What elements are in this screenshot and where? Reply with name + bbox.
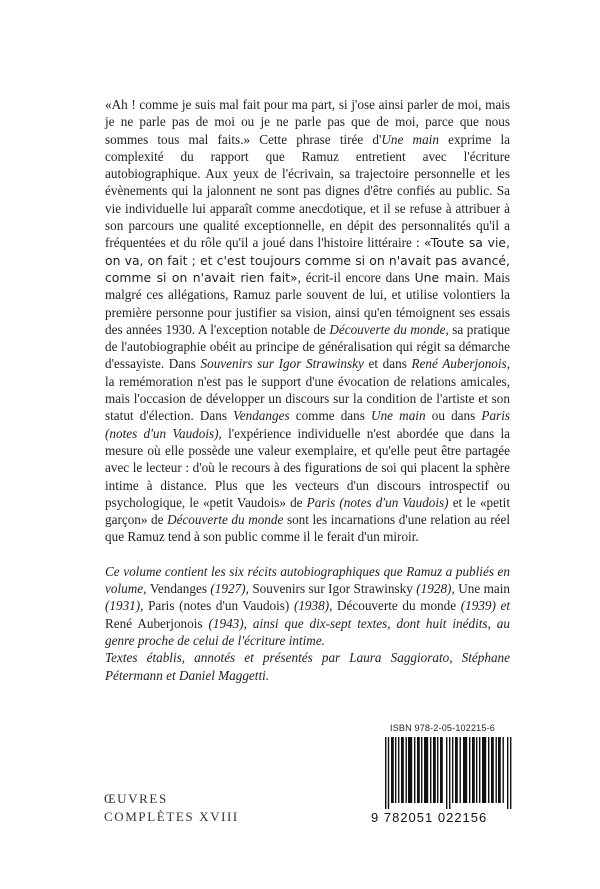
text-run: et dans xyxy=(363,356,412,372)
book-title: Souvenirs sur Igor Strawinsky xyxy=(252,581,413,597)
paragraph-gap xyxy=(105,546,510,563)
text-run: et le «petit garçon» de xyxy=(105,494,510,528)
series-title-line1: ŒUVRES xyxy=(104,791,168,806)
text-run: comme dans xyxy=(289,408,372,424)
book-title: Une main xyxy=(458,581,510,597)
book-title: René Auberjonois xyxy=(411,356,507,372)
book-title: Découverte du monde xyxy=(167,512,284,528)
text-run: (1938), xyxy=(293,598,338,614)
text-run: exprime la complexité du rapport que Ramuz entretient avec l'écriture autobiographique. Aux yeux de l'écrivain, sa trajectoire personnelle et les évènements qui la jalonnent ne sont pas dignes d'être confiés au public. Sa vie individuelle lui apparaît comme anecdotique, et il se refuse à attribuer à son parcours une qualité exceptionnelle, en dépit des personnalités qu'il a fréquentées et du rôle qu'il a joué dans l'histoire littéraire : xyxy=(105,131,510,251)
book-title: Découverte du monde xyxy=(329,321,446,337)
isbn-label: ISBN 978-2-05-102215-6 xyxy=(390,723,495,733)
book-title: Découverte du monde xyxy=(337,598,457,614)
text-run: . Mais malgré ces allégations, Ramuz parle souvent de lui, et utilise volontiers la première personne pour justifier sa vision, ainsi qu'en témoignent ses essais des années 1930. A l'exception notable de xyxy=(105,269,511,337)
book-title: Paris (notes d'un Vaudois) xyxy=(306,494,449,510)
text-run: , écrit-il encore dans xyxy=(297,269,415,285)
book-title: Vendanges xyxy=(149,581,207,597)
book-title: Une main xyxy=(381,131,439,147)
text-run: , l'expérience individuelle n'est abordée que dans la mesure où elle possède une valeur exemplaire, et qu'elle peut être partagée avec le lecteur : d'où le recours à des figurations de soi qui placent la sphère intime à distance. Plus que les vecteurs d'un discours introspectif ou psychologique, le «petit Vaudois» de xyxy=(105,425,510,510)
book-title: Paris xyxy=(148,598,175,614)
text-run: (1927), xyxy=(206,581,253,597)
text-run: , sa pratique de l'autobiographie obéit au principe de généralisation qui régit sa démarche d'essayiste. Dans xyxy=(105,321,510,372)
text-run: (1943), ainsi que dix-sept textes, dont huit inédits, au genre proche de celui de l'écriture intime. xyxy=(105,615,510,648)
text-run: ou dans xyxy=(425,408,482,424)
book-title: Vendanges xyxy=(233,408,290,424)
book-title: René Auberjonois xyxy=(105,615,203,631)
text-run: (1928), xyxy=(412,581,459,597)
text-run: (1939) et xyxy=(456,598,510,614)
book-title: Paris (notes d'un Vaudois) xyxy=(105,408,510,441)
editors-credit: Textes établis, annotés et présentés par Laura Saggiorato, Stéphane Pétermann et Daniel Maggetti. xyxy=(105,650,510,683)
book-title: Une main xyxy=(414,269,476,285)
text-run: , la remémoration n'est pas le support d'une évocation de relations amicales, mais l'occasion de développer un discours sur la condition de l'artiste et son statut d'élection. Dans xyxy=(105,356,510,424)
book-title: Une main xyxy=(371,408,426,424)
series-title-line2: COMPLÈTES XVIII xyxy=(104,809,239,824)
quotation: «Toute sa vie, on va, on fait ; et c'est toujours comme si on n'avait pas avancé, comme si on n'avait rien fait» xyxy=(105,235,510,285)
text-run: Ce volume contient les six récits autobiographiques que Ramuz a publiés en volume, xyxy=(105,563,510,597)
barcode xyxy=(385,737,513,809)
contents-summary xyxy=(105,563,510,649)
description-paragraph xyxy=(105,96,510,546)
book-title: (notes d'un Vaudois) xyxy=(174,598,294,614)
text-run: sont les incarnations d'une relation au réel que Ramuz tend à son public comme il le ferait d'un miroir. xyxy=(105,512,510,545)
barcode-digits: 9 782051 022156 xyxy=(371,810,488,825)
series-title xyxy=(104,790,239,826)
text-run: (1931), xyxy=(105,598,149,614)
back-cover-text xyxy=(105,96,510,684)
text-run: «Ah ! comme je suis mal fait pour ma part, si j'ose ainsi parler de moi, mais je ne parle pas de moi ou je ne parle pas que de moi, parce que nous sommes tous mal faits.» Cette phrase tirée d' xyxy=(105,97,510,147)
book-title: Souvenirs sur Igor Strawinsky xyxy=(200,356,364,372)
